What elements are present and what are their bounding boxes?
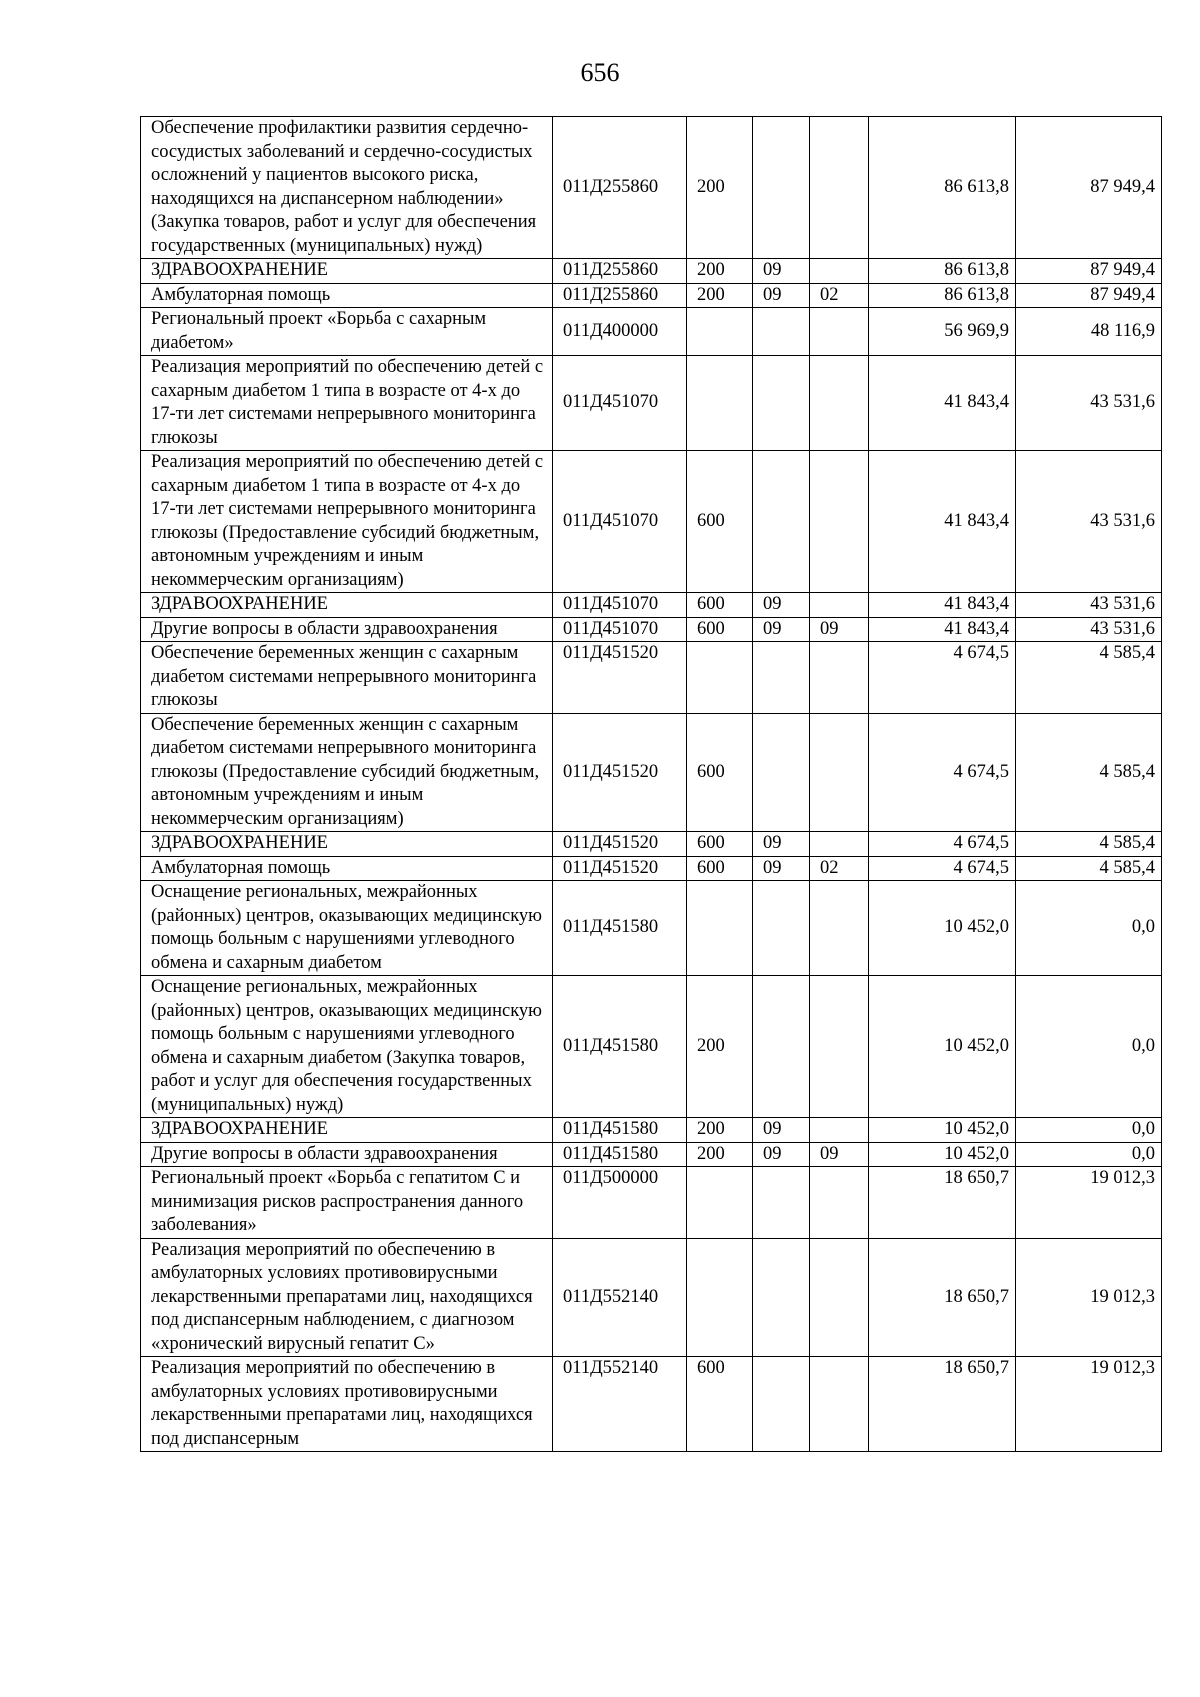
cell-name: Амбулаторная помощь [141,283,553,308]
cell-target-code: 011Д451070 [553,451,687,593]
cell-subsection [810,1357,869,1452]
cell-amount-year-1: 86 613,8 [869,259,1016,284]
cell-target-code: 011Д451580 [553,881,687,976]
cell-name: ЗДРАВООХРАНЕНИЕ [141,593,553,618]
cell-name: ЗДРАВООХРАНЕНИЕ [141,832,553,857]
cell-subsection [810,1167,869,1239]
cell-amount-year-1: 4 674,5 [869,713,1016,832]
cell-section [753,1357,810,1452]
cell-amount-year-1: 4 674,5 [869,856,1016,881]
cell-amount-year-1: 10 452,0 [869,976,1016,1118]
cell-amount-year-2: 4 585,4 [1016,856,1162,881]
cell-name: Оснащение региональных, межрайонных (районных) центров, оказывающих медицинскую помощь больным с нарушениями углеводного обмена и сахарным диабетом (Закупка товаров, работ и услуг для обеспечения государственных (муниципальных) нужд) [141,976,553,1118]
cell-amount-year-1: 41 843,4 [869,617,1016,642]
cell-section [753,451,810,593]
cell-amount-year-2: 48 116,9 [1016,308,1162,356]
cell-subsection [810,356,869,451]
cell-name: Региональный проект «Борьба с гепатитом С и минимизация рисков распространения данного заболевания» [141,1167,553,1239]
page-number: 656 [580,58,620,87]
cell-target-code: 011Д451520 [553,856,687,881]
table-row [141,356,1162,451]
cell-expense-type [687,1167,753,1239]
cell-section [753,117,810,259]
cell-section: 09 [753,856,810,881]
cell-expense-type [687,642,753,714]
cell-section [753,308,810,356]
table-row [141,642,1162,714]
cell-amount-year-1: 86 613,8 [869,283,1016,308]
cell-subsection [810,1118,869,1143]
cell-amount-year-2: 4 585,4 [1016,832,1162,857]
cell-target-code: 011Д451070 [553,617,687,642]
cell-name: Другие вопросы в области здравоохранения [141,617,553,642]
table-row [141,308,1162,356]
cell-name: Реализация мероприятий по обеспечению в амбулаторных условиях противовирусными лекарственными препаратами лиц, находящихся под диспансерным [141,1357,553,1452]
table-row [141,856,1162,881]
cell-name: Амбулаторная помощь [141,856,553,881]
cell-section [753,1238,810,1357]
cell-amount-year-2: 87 949,4 [1016,117,1162,259]
cell-target-code: 011Д451580 [553,976,687,1118]
cell-amount-year-2: 4 585,4 [1016,713,1162,832]
cell-target-code: 011Д255860 [553,283,687,308]
cell-target-code: 011Д255860 [553,259,687,284]
cell-subsection [810,117,869,259]
cell-subsection [810,308,869,356]
cell-expense-type: 600 [687,617,753,642]
cell-expense-type: 200 [687,1118,753,1143]
cell-name: Реализация мероприятий по обеспечению детей с сахарным диабетом 1 типа в возрасте от 4-х до 17-ти лет системами непрерывного мониторинга глюкозы (Предоставление субсидий бюджетным, автономным учреждениям и иным некоммерческим организациям) [141,451,553,593]
cell-subsection [810,451,869,593]
table-row [141,259,1162,284]
table-row [141,1357,1162,1452]
cell-name: ЗДРАВООХРАНЕНИЕ [141,1118,553,1143]
cell-expense-type: 200 [687,283,753,308]
cell-amount-year-2: 43 531,6 [1016,617,1162,642]
budget-table-body [141,117,1162,1452]
table-row [141,117,1162,259]
cell-subsection: 09 [810,1142,869,1167]
cell-subsection [810,259,869,284]
cell-target-code: 011Д400000 [553,308,687,356]
cell-section [753,881,810,976]
cell-target-code: 011Д451580 [553,1142,687,1167]
cell-name: Региональный проект «Борьба с сахарным диабетом» [141,308,553,356]
cell-amount-year-2: 19 012,3 [1016,1357,1162,1452]
cell-amount-year-1: 4 674,5 [869,642,1016,714]
cell-section: 09 [753,1118,810,1143]
cell-name: ЗДРАВООХРАНЕНИЕ [141,259,553,284]
cell-name: Обеспечение беременных женщин с сахарным диабетом системами непрерывного мониторинга глюкозы [141,642,553,714]
cell-target-code: 011Д451520 [553,642,687,714]
cell-target-code: 011Д451580 [553,1118,687,1143]
cell-amount-year-1: 18 650,7 [869,1167,1016,1239]
cell-target-code: 011Д451520 [553,713,687,832]
cell-amount-year-1: 41 843,4 [869,356,1016,451]
cell-expense-type: 600 [687,1357,753,1452]
cell-subsection [810,593,869,618]
cell-amount-year-2: 19 012,3 [1016,1238,1162,1357]
cell-amount-year-1: 10 452,0 [869,881,1016,976]
cell-amount-year-2: 43 531,6 [1016,593,1162,618]
cell-subsection [810,881,869,976]
cell-subsection: 09 [810,617,869,642]
cell-amount-year-1: 86 613,8 [869,117,1016,259]
cell-subsection [810,976,869,1118]
cell-name: Обеспечение профилактики развития сердечно-сосудистых заболеваний и сердечно-сосудистых осложнений у пациентов высокого риска, находящихся на диспансерном наблюдении» (Закупка товаров, работ и услуг для обеспечения государственных (муниципальных) нужд) [141,117,553,259]
cell-section [753,356,810,451]
cell-subsection [810,642,869,714]
cell-amount-year-2: 0,0 [1016,1142,1162,1167]
budget-table [140,116,1162,1452]
table-row [141,1118,1162,1143]
cell-section [753,1167,810,1239]
cell-name: Обеспечение беременных женщин с сахарным диабетом системами непрерывного мониторинга глюкозы (Предоставление субсидий бюджетным, автономным учреждениям и иным некоммерческим организациям) [141,713,553,832]
cell-expense-type [687,308,753,356]
cell-amount-year-1: 56 969,9 [869,308,1016,356]
cell-amount-year-2: 0,0 [1016,976,1162,1118]
table-row [141,593,1162,618]
cell-expense-type: 200 [687,976,753,1118]
cell-expense-type: 600 [687,856,753,881]
cell-amount-year-2: 87 949,4 [1016,259,1162,284]
cell-amount-year-1: 4 674,5 [869,832,1016,857]
cell-section: 09 [753,832,810,857]
cell-name: Другие вопросы в области здравоохранения [141,1142,553,1167]
cell-name: Реализация мероприятий по обеспечению детей с сахарным диабетом 1 типа в возрасте от 4-х до 17-ти лет системами непрерывного мониторинга глюкозы [141,356,553,451]
cell-expense-type: 200 [687,259,753,284]
cell-amount-year-1: 10 452,0 [869,1118,1016,1143]
cell-section: 09 [753,617,810,642]
table-row [141,617,1162,642]
table-row [141,1167,1162,1239]
cell-target-code: 011Д451520 [553,832,687,857]
cell-amount-year-2: 0,0 [1016,881,1162,976]
cell-name: Реализация мероприятий по обеспечению в амбулаторных условиях противовирусными лекарственными препаратами лиц, находящихся под диспансерным наблюдением, с диагнозом «хронический вирусный гепатит С» [141,1238,553,1357]
cell-amount-year-2: 0,0 [1016,1118,1162,1143]
cell-amount-year-1: 18 650,7 [869,1357,1016,1452]
cell-section [753,976,810,1118]
cell-expense-type: 600 [687,593,753,618]
cell-target-code: 011Д255860 [553,117,687,259]
table-row [141,1142,1162,1167]
cell-section: 09 [753,259,810,284]
table-row [141,881,1162,976]
cell-amount-year-2: 19 012,3 [1016,1167,1162,1239]
cell-section: 09 [753,593,810,618]
cell-amount-year-1: 18 650,7 [869,1238,1016,1357]
cell-expense-type [687,1238,753,1357]
table-row [141,1238,1162,1357]
cell-amount-year-2: 4 585,4 [1016,642,1162,714]
cell-name: Оснащение региональных, межрайонных (районных) центров, оказывающих медицинскую помощь больным с нарушениями углеводного обмена и сахарным диабетом [141,881,553,976]
table-row [141,832,1162,857]
cell-amount-year-1: 41 843,4 [869,593,1016,618]
cell-expense-type: 600 [687,832,753,857]
cell-subsection: 02 [810,283,869,308]
cell-section [753,713,810,832]
cell-section: 09 [753,1142,810,1167]
cell-expense-type: 600 [687,451,753,593]
cell-subsection [810,832,869,857]
cell-subsection [810,713,869,832]
cell-expense-type [687,356,753,451]
table-row [141,283,1162,308]
table-row [141,976,1162,1118]
cell-target-code: 011Д500000 [553,1167,687,1239]
cell-amount-year-2: 87 949,4 [1016,283,1162,308]
cell-expense-type: 200 [687,1142,753,1167]
cell-target-code: 011Д552140 [553,1238,687,1357]
cell-amount-year-2: 43 531,6 [1016,451,1162,593]
cell-target-code: 011Д451070 [553,356,687,451]
cell-section [753,642,810,714]
cell-subsection [810,1238,869,1357]
cell-expense-type [687,881,753,976]
cell-subsection: 02 [810,856,869,881]
cell-target-code: 011Д451070 [553,593,687,618]
cell-amount-year-2: 43 531,6 [1016,356,1162,451]
cell-expense-type: 600 [687,713,753,832]
cell-amount-year-1: 41 843,4 [869,451,1016,593]
cell-expense-type: 200 [687,117,753,259]
cell-target-code: 011Д552140 [553,1357,687,1452]
table-row [141,713,1162,832]
cell-amount-year-1: 10 452,0 [869,1142,1016,1167]
cell-section: 09 [753,283,810,308]
table-row [141,451,1162,593]
